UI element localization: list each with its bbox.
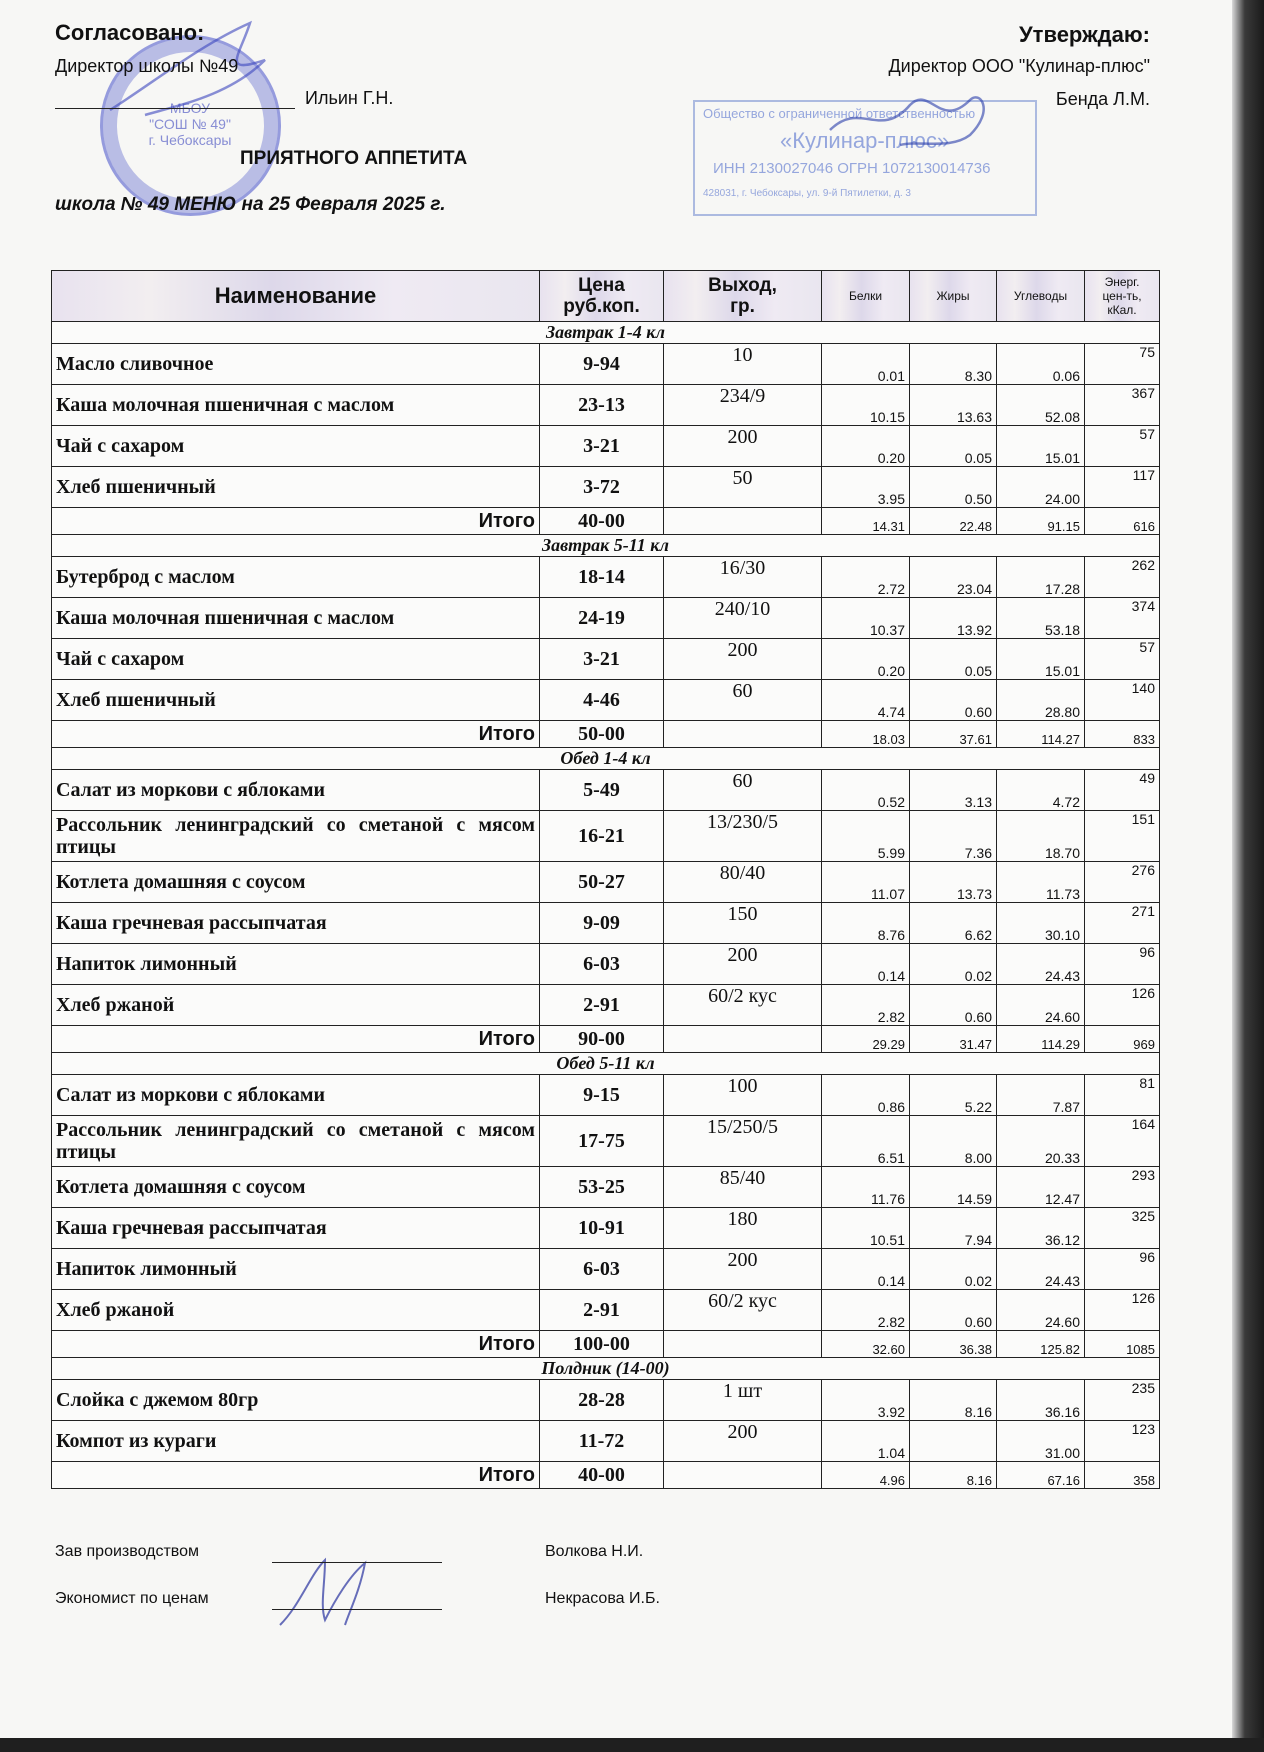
dish-price: 18-14 bbox=[540, 557, 664, 598]
dish-yield: 200 bbox=[664, 1249, 822, 1290]
dish-protein: 11.76 bbox=[822, 1167, 910, 1208]
dish-fat: 0.60 bbox=[910, 985, 997, 1026]
table-row bbox=[52, 1116, 1160, 1167]
dish-name: Рассольник ленинградский со сметаной с мясом птицы bbox=[52, 1116, 540, 1167]
dish-protein: 10.15 bbox=[822, 385, 910, 426]
table-row bbox=[52, 1380, 1160, 1421]
dish-name: Напиток лимонный bbox=[52, 1249, 540, 1290]
table-row bbox=[52, 557, 1160, 598]
dish-name: Котлета домашняя с соусом bbox=[52, 1167, 540, 1208]
total-protein: 4.96 bbox=[822, 1462, 910, 1489]
bon-appetit-title: ПРИЯТНОГО АППЕТИТА bbox=[240, 148, 468, 169]
dish-price: 3-21 bbox=[540, 426, 664, 467]
menu-date-line: школа № 49 МЕНЮ на 25 Февраля 2025 г. bbox=[55, 194, 446, 215]
dish-carbs: 15.01 bbox=[997, 639, 1085, 680]
dish-carbs: 28.80 bbox=[997, 680, 1085, 721]
col-header-price-line: Цена bbox=[578, 275, 625, 296]
dish-name: Каша гречневая рассыпчатая bbox=[52, 903, 540, 944]
dish-protein: 10.51 bbox=[822, 1208, 910, 1249]
col-header-yield bbox=[664, 271, 822, 322]
scan-edge bbox=[0, 1738, 1264, 1752]
dish-kcal: 126 bbox=[1085, 1290, 1160, 1331]
dish-yield: 234/9 bbox=[664, 385, 822, 426]
dish-price: 5-49 bbox=[540, 770, 664, 811]
stamp-line: 428031, г. Чебоксары, ул. 9-й Пятилетки, д. 3 bbox=[703, 188, 911, 199]
dish-price: 2-91 bbox=[540, 1290, 664, 1331]
dish-price: 10-91 bbox=[540, 1208, 664, 1249]
dish-name: Хлеб пшеничный bbox=[52, 467, 540, 508]
dish-yield: 10 bbox=[664, 344, 822, 385]
total-carbs: 114.27 bbox=[997, 721, 1085, 748]
dish-protein: 0.01 bbox=[822, 344, 910, 385]
col-header-energy-line: кКал. bbox=[1107, 303, 1137, 317]
dish-fat: 8.16 bbox=[910, 1380, 997, 1421]
dish-kcal: 57 bbox=[1085, 426, 1160, 467]
total-yield-empty bbox=[664, 1331, 822, 1358]
total-kcal: 969 bbox=[1085, 1026, 1160, 1053]
menu-table bbox=[51, 270, 1160, 1489]
head-signature bbox=[820, 80, 1020, 160]
dish-protein: 2.82 bbox=[822, 985, 910, 1026]
dish-fat: 6.62 bbox=[910, 903, 997, 944]
dish-price: 23-13 bbox=[540, 385, 664, 426]
table-row bbox=[52, 1421, 1160, 1462]
total-protein: 18.03 bbox=[822, 721, 910, 748]
dish-yield: 100 bbox=[664, 1075, 822, 1116]
dish-fat: 0.60 bbox=[910, 680, 997, 721]
total-kcal: 833 bbox=[1085, 721, 1160, 748]
dish-protein: 0.20 bbox=[822, 639, 910, 680]
dish-carbs: 20.33 bbox=[997, 1116, 1085, 1167]
school-director-label: Директор школы №49 bbox=[55, 56, 239, 76]
dish-kcal: 81 bbox=[1085, 1075, 1160, 1116]
economist-label: Экономист по ценам bbox=[55, 1590, 209, 1607]
section-title: Завтрак 1-4 кл bbox=[52, 322, 1160, 344]
total-row bbox=[52, 1462, 1160, 1489]
dish-protein: 11.07 bbox=[822, 862, 910, 903]
dish-protein: 0.86 bbox=[822, 1075, 910, 1116]
dish-kcal: 276 bbox=[1085, 862, 1160, 903]
total-row bbox=[52, 508, 1160, 535]
total-fat: 8.16 bbox=[910, 1462, 997, 1489]
dish-kcal: 367 bbox=[1085, 385, 1160, 426]
dish-fat: 13.63 bbox=[910, 385, 997, 426]
dish-kcal: 151 bbox=[1085, 811, 1160, 862]
dish-carbs: 24.43 bbox=[997, 944, 1085, 985]
table-row bbox=[52, 1249, 1160, 1290]
dish-name: Котлета домашняя с соусом bbox=[52, 862, 540, 903]
dish-name: Хлеб пшеничный bbox=[52, 680, 540, 721]
dish-kcal: 293 bbox=[1085, 1167, 1160, 1208]
seal-line: МБОУ bbox=[169, 100, 211, 116]
section-title: Обед 5-11 кл bbox=[52, 1053, 1160, 1075]
section-title: Полдник (14-00) bbox=[52, 1358, 1160, 1380]
dish-yield: 60/2 кус bbox=[664, 1290, 822, 1331]
col-header-price-line: руб.коп. bbox=[563, 296, 640, 317]
dish-yield: 1 шт bbox=[664, 1380, 822, 1421]
dish-kcal: 271 bbox=[1085, 903, 1160, 944]
table-row bbox=[52, 385, 1160, 426]
dish-fat: 7.94 bbox=[910, 1208, 997, 1249]
dish-name: Бутерброд с маслом bbox=[52, 557, 540, 598]
dish-fat: 14.59 bbox=[910, 1167, 997, 1208]
section-row bbox=[52, 748, 1160, 770]
dish-fat: 0.02 bbox=[910, 944, 997, 985]
seal-line: г. Чебоксары bbox=[148, 132, 232, 148]
total-yield-empty bbox=[664, 1026, 822, 1053]
col-header-price bbox=[540, 271, 664, 322]
dish-carbs: 24.60 bbox=[997, 985, 1085, 1026]
dish-yield: 85/40 bbox=[664, 1167, 822, 1208]
dish-yield: 60/2 кус bbox=[664, 985, 822, 1026]
dish-carbs: 31.00 bbox=[997, 1421, 1085, 1462]
signature-line bbox=[272, 1609, 442, 1610]
signature-line bbox=[55, 108, 295, 109]
dish-price: 6-03 bbox=[540, 1249, 664, 1290]
total-carbs: 125.82 bbox=[997, 1331, 1085, 1358]
dish-name: Хлеб ржаной bbox=[52, 1290, 540, 1331]
dish-yield: 60 bbox=[664, 680, 822, 721]
total-price: 50-00 bbox=[540, 721, 664, 748]
dish-fat: 0.50 bbox=[910, 467, 997, 508]
col-header-energy bbox=[1085, 271, 1160, 322]
dish-price: 9-15 bbox=[540, 1075, 664, 1116]
seal-line: "СОШ № 49" bbox=[149, 116, 231, 132]
table-row bbox=[52, 811, 1160, 862]
col-header-energy-line: Энерг. bbox=[1104, 275, 1140, 289]
dish-yield: 80/40 bbox=[664, 862, 822, 903]
dish-kcal: 75 bbox=[1085, 344, 1160, 385]
dish-protein: 5.99 bbox=[822, 811, 910, 862]
dish-protein: 0.52 bbox=[822, 770, 910, 811]
dish-yield: 150 bbox=[664, 903, 822, 944]
dish-carbs: 53.18 bbox=[997, 598, 1085, 639]
col-header-name: Наименование bbox=[52, 271, 540, 322]
col-header-protein: Белки bbox=[822, 271, 910, 322]
dish-price: 11-72 bbox=[540, 1421, 664, 1462]
dish-protein: 2.82 bbox=[822, 1290, 910, 1331]
dish-fat: 23.04 bbox=[910, 557, 997, 598]
total-yield-empty bbox=[664, 508, 822, 535]
dish-kcal: 325 bbox=[1085, 1208, 1160, 1249]
table-row bbox=[52, 639, 1160, 680]
dish-fat: 0.02 bbox=[910, 1249, 997, 1290]
dish-name: Хлеб ржаной bbox=[52, 985, 540, 1026]
dish-price: 9-09 bbox=[540, 903, 664, 944]
dish-carbs: 24.43 bbox=[997, 1249, 1085, 1290]
company-director-label: Директор ООО "Кулинар-плюс" bbox=[888, 56, 1150, 76]
dish-protein: 10.37 bbox=[822, 598, 910, 639]
table-row bbox=[52, 344, 1160, 385]
total-row bbox=[52, 721, 1160, 748]
section-row bbox=[52, 535, 1160, 557]
dish-protein: 3.95 bbox=[822, 467, 910, 508]
total-row bbox=[52, 1331, 1160, 1358]
dish-name: Каша молочная пшеничная с маслом bbox=[52, 598, 540, 639]
dish-carbs: 30.10 bbox=[997, 903, 1085, 944]
dish-name: Слойка с джемом 80гр bbox=[52, 1380, 540, 1421]
table-row bbox=[52, 770, 1160, 811]
dish-carbs: 24.60 bbox=[997, 1290, 1085, 1331]
section-title: Обед 1-4 кл bbox=[52, 748, 1160, 770]
dish-carbs: 11.73 bbox=[997, 862, 1085, 903]
dish-yield: 13/230/5 bbox=[664, 811, 822, 862]
dish-protein: 0.20 bbox=[822, 426, 910, 467]
col-header-fat: Жиры bbox=[910, 271, 997, 322]
dish-price: 3-21 bbox=[540, 639, 664, 680]
table-row bbox=[52, 680, 1160, 721]
total-protein: 14.31 bbox=[822, 508, 910, 535]
dish-fat: 0.60 bbox=[910, 1290, 997, 1331]
dish-yield: 60 bbox=[664, 770, 822, 811]
section-row bbox=[52, 1358, 1160, 1380]
dish-price: 2-91 bbox=[540, 985, 664, 1026]
dish-name: Масло сливочное bbox=[52, 344, 540, 385]
dish-kcal: 164 bbox=[1085, 1116, 1160, 1167]
dish-fat bbox=[910, 1421, 997, 1462]
dish-price: 3-72 bbox=[540, 467, 664, 508]
dish-name: Салат из моркови с яблоками bbox=[52, 770, 540, 811]
dish-fat: 0.05 bbox=[910, 426, 997, 467]
total-carbs: 91.15 bbox=[997, 508, 1085, 535]
dish-price: 9-94 bbox=[540, 344, 664, 385]
dish-kcal: 262 bbox=[1085, 557, 1160, 598]
dish-name: Компот из кураги bbox=[52, 1421, 540, 1462]
table-row bbox=[52, 426, 1160, 467]
dish-carbs: 24.00 bbox=[997, 467, 1085, 508]
total-yield-empty bbox=[664, 1462, 822, 1489]
dish-price: 4-46 bbox=[540, 680, 664, 721]
dish-price: 24-19 bbox=[540, 598, 664, 639]
dish-name: Чай с сахаром bbox=[52, 639, 540, 680]
total-label: Итого bbox=[52, 1331, 540, 1358]
dish-fat: 8.30 bbox=[910, 344, 997, 385]
dish-carbs: 36.16 bbox=[997, 1380, 1085, 1421]
total-row bbox=[52, 1026, 1160, 1053]
dish-protein: 3.92 bbox=[822, 1380, 910, 1421]
table-row bbox=[52, 903, 1160, 944]
dish-carbs: 12.47 bbox=[997, 1167, 1085, 1208]
dish-price: 16-21 bbox=[540, 811, 664, 862]
col-header-energy-line: цен-ть, bbox=[1102, 289, 1142, 303]
total-fat: 31.47 bbox=[910, 1026, 997, 1053]
total-protein: 29.29 bbox=[822, 1026, 910, 1053]
dish-kcal: 57 bbox=[1085, 639, 1160, 680]
total-kcal: 616 bbox=[1085, 508, 1160, 535]
dish-carbs: 17.28 bbox=[997, 557, 1085, 598]
table-row bbox=[52, 1208, 1160, 1249]
total-protein: 32.60 bbox=[822, 1331, 910, 1358]
dish-fat: 0.05 bbox=[910, 639, 997, 680]
dish-fat: 7.36 bbox=[910, 811, 997, 862]
dish-name: Напиток лимонный bbox=[52, 944, 540, 985]
dish-price: 17-75 bbox=[540, 1116, 664, 1167]
dish-yield: 16/30 bbox=[664, 557, 822, 598]
total-label: Итого bbox=[52, 508, 540, 535]
dish-carbs: 7.87 bbox=[997, 1075, 1085, 1116]
total-fat: 37.61 bbox=[910, 721, 997, 748]
dish-name: Салат из моркови с яблоками bbox=[52, 1075, 540, 1116]
total-price: 90-00 bbox=[540, 1026, 664, 1053]
scan-edge bbox=[1232, 0, 1264, 1752]
dish-yield: 200 bbox=[664, 944, 822, 985]
total-label: Итого bbox=[52, 1462, 540, 1489]
total-label: Итого bbox=[52, 1026, 540, 1053]
table-row bbox=[52, 598, 1160, 639]
dish-carbs: 52.08 bbox=[997, 385, 1085, 426]
dish-name: Каша гречневая рассыпчатая bbox=[52, 1208, 540, 1249]
approved-title: Согласовано: bbox=[55, 20, 205, 45]
dish-price: 50-27 bbox=[540, 862, 664, 903]
dish-fat: 8.00 bbox=[910, 1116, 997, 1167]
production-name: Волкова Н.И. bbox=[545, 1543, 644, 1560]
total-fat: 36.38 bbox=[910, 1331, 997, 1358]
dish-kcal: 96 bbox=[1085, 1249, 1160, 1290]
dish-kcal: 126 bbox=[1085, 985, 1160, 1026]
table-row bbox=[52, 944, 1160, 985]
total-yield-empty bbox=[664, 721, 822, 748]
dish-yield: 200 bbox=[664, 639, 822, 680]
dish-kcal: 140 bbox=[1085, 680, 1160, 721]
dish-carbs: 15.01 bbox=[997, 426, 1085, 467]
dish-price: 6-03 bbox=[540, 944, 664, 985]
table-header-row bbox=[52, 271, 1160, 322]
dish-name: Чай с сахаром bbox=[52, 426, 540, 467]
table-row bbox=[52, 985, 1160, 1026]
production-label: Зав производством bbox=[55, 1543, 199, 1560]
total-price: 100-00 bbox=[540, 1331, 664, 1358]
table-row bbox=[52, 1075, 1160, 1116]
col-header-carbs: Углеводы bbox=[997, 271, 1085, 322]
dish-protein: 8.76 bbox=[822, 903, 910, 944]
dish-protein: 0.14 bbox=[822, 1249, 910, 1290]
dish-kcal: 235 bbox=[1085, 1380, 1160, 1421]
col-header-yield-line: гр. bbox=[730, 296, 755, 317]
confirm-title: Утверждаю: bbox=[1019, 22, 1150, 47]
dish-yield: 180 bbox=[664, 1208, 822, 1249]
dish-fat: 13.73 bbox=[910, 862, 997, 903]
dish-carbs: 0.06 bbox=[997, 344, 1085, 385]
total-fat: 22.48 bbox=[910, 508, 997, 535]
menu-table-body bbox=[52, 322, 1160, 1489]
dish-yield: 240/10 bbox=[664, 598, 822, 639]
section-row bbox=[52, 322, 1160, 344]
dish-yield: 200 bbox=[664, 1421, 822, 1462]
table-row bbox=[52, 1290, 1160, 1331]
dish-kcal: 96 bbox=[1085, 944, 1160, 985]
section-row bbox=[52, 1053, 1160, 1075]
total-label: Итого bbox=[52, 721, 540, 748]
dish-name: Рассольник ленинградский со сметаной с мясом птицы bbox=[52, 811, 540, 862]
total-kcal: 358 bbox=[1085, 1462, 1160, 1489]
dish-yield: 15/250/5 bbox=[664, 1116, 822, 1167]
dish-protein: 0.14 bbox=[822, 944, 910, 985]
table-row bbox=[52, 467, 1160, 508]
economist-name: Некрасова И.Б. bbox=[545, 1590, 660, 1607]
dish-yield: 200 bbox=[664, 426, 822, 467]
stamp-line: ИНН 2130027046 ОГРН 1072130014736 bbox=[713, 160, 991, 177]
company-director-name: Бенда Л.М. bbox=[1055, 89, 1150, 109]
dish-fat: 3.13 bbox=[910, 770, 997, 811]
col-header-yield-line: Выход, bbox=[708, 275, 777, 296]
dish-yield: 50 bbox=[664, 467, 822, 508]
total-kcal: 1085 bbox=[1085, 1331, 1160, 1358]
dish-name: Каша молочная пшеничная с маслом bbox=[52, 385, 540, 426]
dish-carbs: 4.72 bbox=[997, 770, 1085, 811]
dish-carbs: 36.12 bbox=[997, 1208, 1085, 1249]
dish-price: 53-25 bbox=[540, 1167, 664, 1208]
signature-line bbox=[272, 1562, 442, 1563]
school-director-name: Ильин Г.Н. bbox=[305, 88, 394, 108]
economist-signature bbox=[270, 1555, 380, 1630]
dish-price: 28-28 bbox=[540, 1380, 664, 1421]
table-row bbox=[52, 862, 1160, 903]
dish-kcal: 117 bbox=[1085, 467, 1160, 508]
dish-protein: 4.74 bbox=[822, 680, 910, 721]
dish-kcal: 123 bbox=[1085, 1421, 1160, 1462]
dish-protein: 6.51 bbox=[822, 1116, 910, 1167]
table-row bbox=[52, 1167, 1160, 1208]
stamp-line: «Кулинар-плюс» bbox=[780, 128, 950, 153]
total-carbs: 67.16 bbox=[997, 1462, 1085, 1489]
total-carbs: 114.29 bbox=[997, 1026, 1085, 1053]
total-price: 40-00 bbox=[540, 1462, 664, 1489]
dish-carbs: 18.70 bbox=[997, 811, 1085, 862]
dish-protein: 1.04 bbox=[822, 1421, 910, 1462]
stamp-line: Общество с ограниченной ответственностью bbox=[703, 106, 976, 121]
dish-protein: 2.72 bbox=[822, 557, 910, 598]
dish-fat: 5.22 bbox=[910, 1075, 997, 1116]
total-price: 40-00 bbox=[540, 508, 664, 535]
dish-kcal: 374 bbox=[1085, 598, 1160, 639]
section-title: Завтрак 5-11 кл bbox=[52, 535, 1160, 557]
dish-fat: 13.92 bbox=[910, 598, 997, 639]
dish-kcal: 49 bbox=[1085, 770, 1160, 811]
